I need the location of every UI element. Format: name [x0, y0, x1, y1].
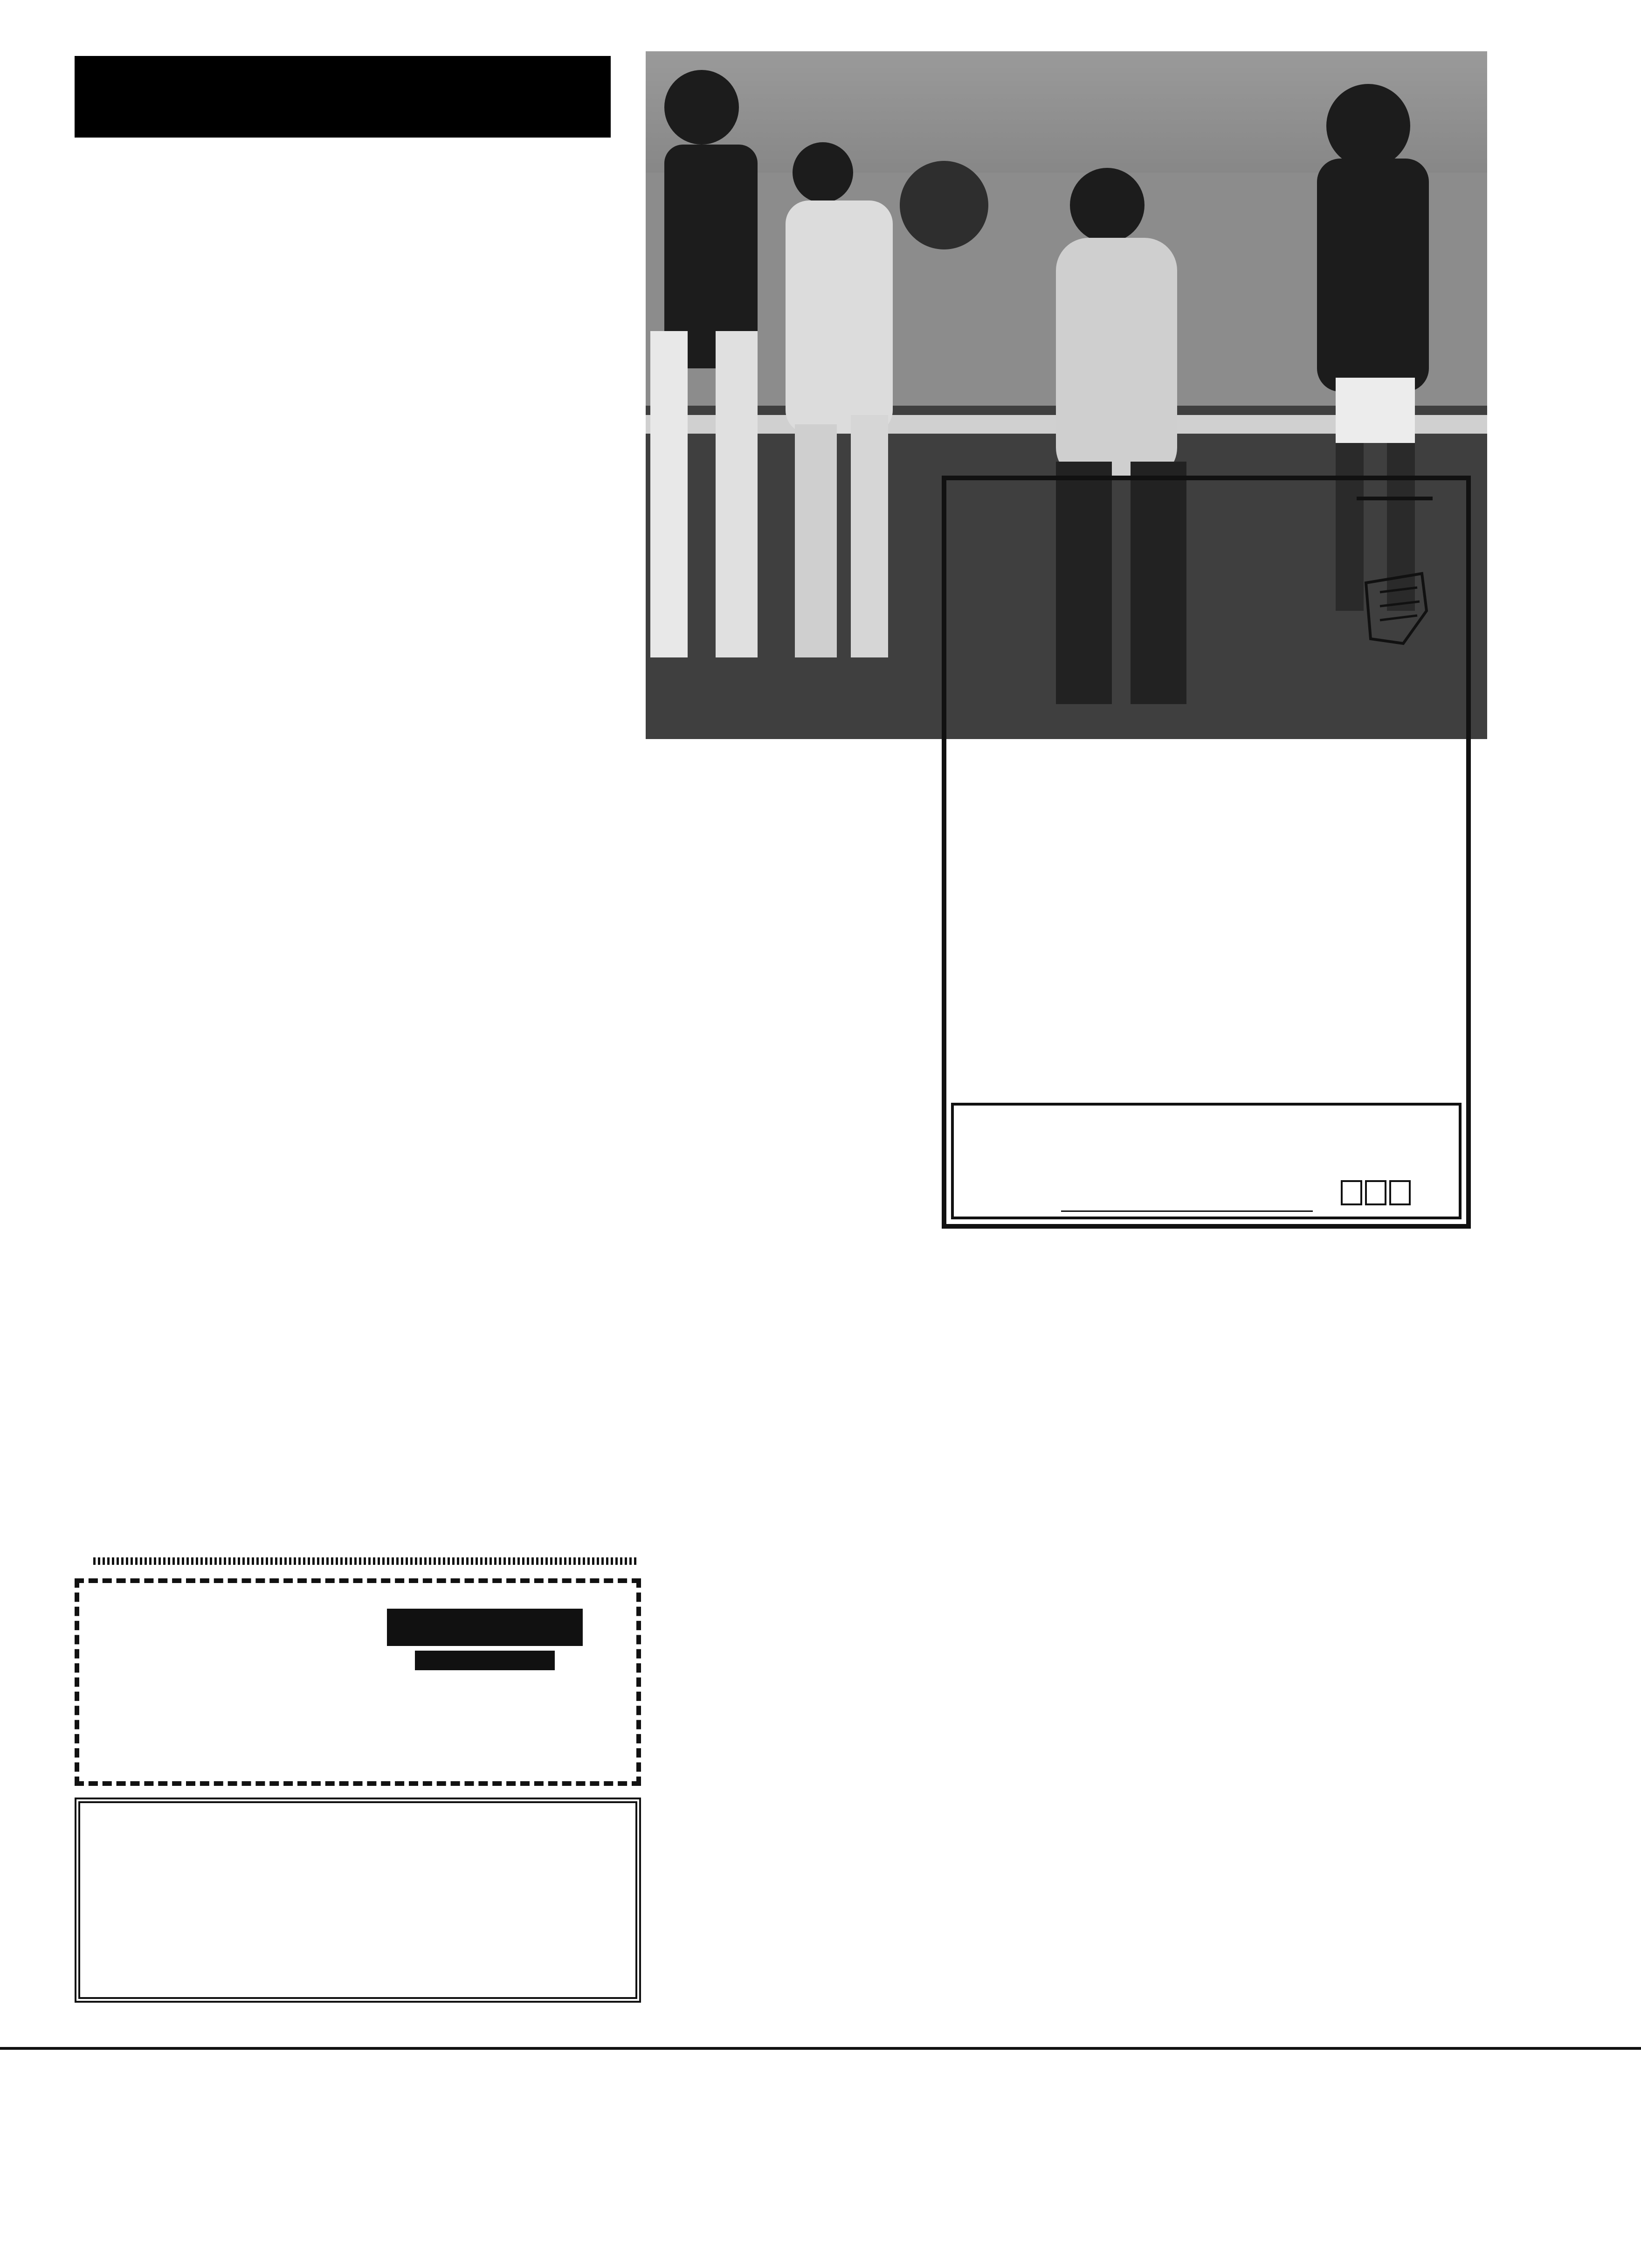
book-promo — [942, 476, 1471, 1229]
ducretet-brand — [387, 1609, 583, 1646]
nome-field[interactable] — [1061, 1210, 1313, 1212]
order-coupon — [951, 1103, 1462, 1219]
footer-rule — [0, 2047, 1641, 2050]
coupon-side — [957, 1115, 985, 1213]
ducretet-ad — [75, 1578, 641, 1786]
bonus-box-3[interactable] — [1389, 1180, 1411, 1205]
football — [900, 161, 988, 249]
externato-ad — [75, 1798, 641, 2003]
coupon-send-note — [986, 1110, 1005, 1217]
bonus-box-2[interactable] — [1365, 1180, 1386, 1205]
bonus-box-1[interactable] — [1341, 1180, 1362, 1205]
dotted-divider — [93, 1557, 639, 1565]
thomson-brand — [415, 1651, 555, 1670]
bonus-boxes — [1341, 1180, 1413, 1207]
page-footer — [0, 2047, 1641, 2140]
page-title — [75, 56, 611, 138]
